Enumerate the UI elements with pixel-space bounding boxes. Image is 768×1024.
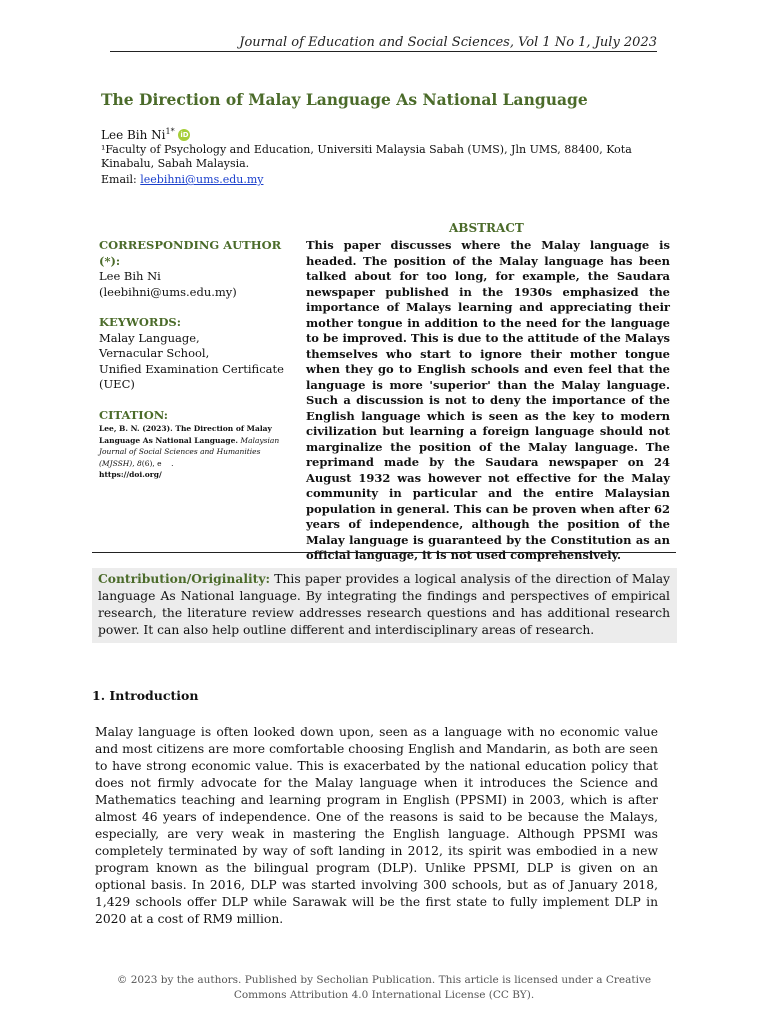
email-link[interactable]: leebihni@ums.edu.my [140, 173, 264, 186]
license-footer: © 2023 by the authors. Published by Secholian Publication. This article is licensed under a Creative Commons Attribution 4.0 International License (CC BY). [116, 974, 652, 1001]
author-name: Lee Bih Ni [101, 128, 166, 142]
abstract-heading: ABSTRACT [449, 221, 524, 235]
introduction-heading: 1. Introduction [92, 688, 199, 703]
abstract-rule [92, 552, 676, 553]
article-info-sidebar [99, 238, 295, 481]
keyword-item: Vernacular School, [99, 346, 210, 360]
corresponding-author-email: (leebihni@ums.edu.my) [99, 284, 237, 299]
header-rule [110, 51, 657, 52]
author-superscript: 1* [165, 127, 175, 136]
email-label: Email: [101, 173, 137, 186]
keyword-item: Unified Examination Certificate (UEC) [99, 361, 284, 391]
email-line [101, 173, 263, 186]
affiliation: ¹Faculty of Psychology and Education, Universiti Malaysia Sabah (UMS), Jln UMS, 88400, Kota Kinabalu, Sabah Malaysia. [101, 143, 632, 170]
contribution-label: Contribution/Originality: [98, 571, 271, 586]
corresponding-author-name: Lee Bih Ni [99, 269, 161, 283]
journal-header: Journal of Education and Social Sciences, Vol 1 No 1, July 2023 [239, 35, 657, 50]
citation-issue: (6), e [141, 458, 162, 468]
keyword-item: Malay Language, [99, 330, 200, 345]
introduction-paragraph: Malay language is often looked down upon, seen as a language with no economic value and most citizens are more comfortable choosing English and Mandarin, as both are seen to have strong economic value. This is exacerbated by the national education policy that does not firmly advocate for the Malay language when it introduces the Science and Mathematics teaching and learning program in English (PPSMI) in 2003, which is after almost 46 years of independence. One of the reasons is said to be because the Malays, especially, are very weak in mastering the English language. Although PPSMI was completely terminated by way of soft landing in 2012, its spirit was embodied in a new program known as the bilingual program (DLP). Unlike PPSMI, DLP is given on an optional basis. In 2016, DLP was started involving 300 schools, but as of January 2018, 1,429 schools offer DLP while Sarawak will be the first state to fully implement DLP in 2020 at a cost of RM9 million. [95, 725, 658, 926]
keywords-heading: KEYWORDS: [99, 315, 181, 329]
citation-journal: Malaysian Journal of Social Sciences and Humanities (MJSSH), 8 [99, 435, 280, 468]
citation-reference: Lee, B. N. (2023). The Direction of Malay Language As National Language. [99, 424, 272, 445]
citation-text [99, 423, 295, 481]
citation-doi-link[interactable]: https://doi.org/ [99, 470, 162, 479]
contribution-text: This paper provides a logical analysis of the direction of Malay language As National language. By integrating the findings and perspectives of empirical research, the literature review addresses research questions and has additional research power. It can also help outline different and interdisciplinary areas of research. [98, 572, 670, 637]
contribution-box [92, 568, 677, 643]
citation-heading: CITATION: [99, 407, 169, 422]
author-line [101, 127, 190, 142]
abstract-text: This paper discusses where the Malay language is headed. The position of the Malay language has been talked about for too long, for example, the Saudara newspaper published in the 1930s emphasized the importance of Malays learning and appreciating their mother tongue in addition to the need for the language to be improved. This is due to the attitude of the Malays themselves who start to ignore their mother tongue when they go to English schools and even feel that the language is more 'superior' than the Malay language. Such a discussion is not to deny the importance of the English language which is seen as the key to modern civilization but learning a foreign language should not marginalize the position of the Malay language. The reprimand made by the Saudara newspaper on 24 August 1932 was however not effective for the Malay community in particular and the entire Malaysian population in general. This can be proven when after 62 years of independence, although the position of the Malay language is guaranteed by the Constitution as an official language, it is not used comprehensively. [306, 238, 670, 562]
citation-tail: . [171, 458, 174, 468]
orcid-icon[interactable]: iD [180, 131, 189, 139]
corresponding-author-heading: CORRESPONDING AUTHOR (*): [99, 238, 282, 268]
article-title: The Direction of Malay Language As National Language [101, 90, 588, 109]
